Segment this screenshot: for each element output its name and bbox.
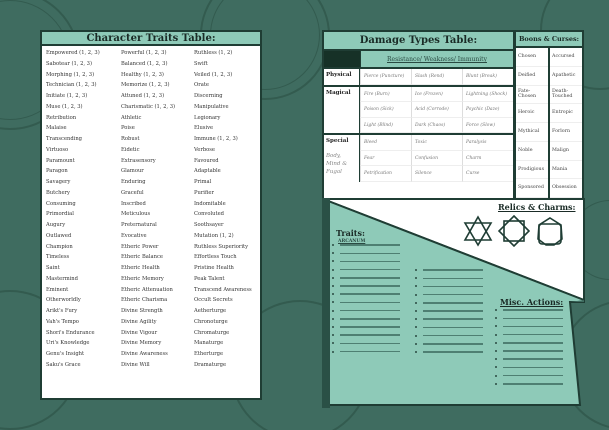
trait-cell: Divine Awareness: [121, 351, 168, 357]
trait-cell: Divine Vigour: [121, 329, 158, 336]
bullet-icon: [415, 335, 417, 337]
line-rule: [340, 318, 400, 320]
line-rule: [423, 318, 483, 320]
trait-cell: Etheric Health: [121, 265, 160, 271]
curse-item: Forlorn: [550, 123, 582, 142]
bullet-icon: [495, 325, 497, 327]
trait-cell: Preternatural: [121, 222, 157, 228]
write-in-line[interactable]: [332, 274, 400, 282]
bullet-icon: [332, 301, 334, 303]
boon-item: Chosen: [516, 48, 548, 67]
damage-row-magical: [324, 87, 513, 136]
bullet-icon: [415, 310, 417, 312]
damage-type-cell: Pierce (Puncture): [360, 69, 411, 85]
boon-item: Deified: [516, 67, 548, 86]
trait-cell: Uri's Knowledge: [46, 340, 90, 347]
write-in-line[interactable]: [415, 266, 483, 274]
write-in-line[interactable]: [332, 323, 400, 331]
write-in-line[interactable]: [415, 299, 483, 307]
trait-cell: Pristine Health: [194, 265, 234, 271]
trait-cell: Memorize (1, 2, 3): [121, 82, 170, 89]
boon-item: Noble: [516, 142, 548, 161]
bullet-icon: [332, 244, 334, 246]
line-rule: [340, 326, 400, 328]
line-rule: [423, 335, 483, 337]
damage-types-table: [322, 30, 515, 200]
trait-cell: Dramaturge: [194, 361, 227, 368]
traits-lines-column-1: [332, 241, 400, 356]
trait-cell: Enduring: [121, 179, 146, 185]
corner-cell: [324, 51, 360, 67]
line-rule: [340, 285, 400, 287]
trait-cell: Primal: [194, 179, 212, 185]
bullet-icon: [332, 351, 334, 353]
bullet-icon: [332, 310, 334, 312]
bullet-icon: [415, 294, 417, 296]
trait-cell: Occult Secrets: [194, 297, 233, 304]
line-rule: [503, 358, 563, 360]
bullet-icon: [332, 252, 334, 254]
write-in-line[interactable]: [415, 348, 483, 356]
trait-cell: Aetherturge: [194, 308, 227, 314]
curse-item: Mania: [550, 161, 582, 180]
trait-cell: Etheric Memory: [121, 275, 164, 282]
bullet-icon: [495, 309, 497, 311]
trait-cell: Etheric Power: [121, 243, 159, 250]
boons-curses-title: Boons & Curses:: [516, 32, 582, 48]
bullet-icon: [415, 269, 417, 271]
boon-item: Heroic: [516, 104, 548, 123]
damage-row-physical: [324, 69, 513, 87]
trait-cell: Effortless Touch: [194, 254, 237, 261]
trait-cell: Malaise: [46, 125, 67, 132]
traits-table-title: Character Traits Table:: [42, 32, 260, 46]
trait-cell: Manipulative: [194, 103, 229, 110]
damage-subheading: Resistance/ Weakness/ Immunity: [360, 51, 513, 67]
write-in-line[interactable]: [332, 282, 400, 290]
damage-category-sub: Body, Mind & Fugal: [326, 153, 348, 175]
trait-cell: Paragon: [46, 168, 68, 175]
trait-cell: Graceful: [121, 189, 144, 196]
trait-cell: Arikt's Fury: [46, 308, 78, 314]
damage-type-cell: Fire (Burn): [360, 87, 411, 103]
boons-column: [516, 48, 548, 198]
bullet-icon: [495, 358, 497, 360]
write-in-line[interactable]: [332, 307, 400, 315]
write-in-line[interactable]: [415, 332, 483, 340]
bullet-icon: [415, 318, 417, 320]
bullet-icon: [495, 342, 497, 344]
line-rule: [423, 294, 483, 296]
bullet-icon: [415, 302, 417, 304]
trait-cell: Divine Strength: [121, 308, 163, 314]
trait-cell: Virtuoso: [46, 146, 69, 153]
trait-cell: Glamour: [121, 168, 144, 175]
write-in-line[interactable]: [332, 298, 400, 306]
damage-rows: [324, 69, 513, 182]
write-in-line[interactable]: [332, 257, 400, 265]
character-traits-table: [40, 30, 262, 400]
write-in-line[interactable]: [495, 322, 563, 330]
write-in-line[interactable]: [415, 307, 483, 315]
damage-type-cell: Slash (Rend): [411, 69, 462, 85]
bullet-icon: [495, 334, 497, 336]
bullet-icon: [332, 293, 334, 295]
line-rule: [503, 367, 563, 369]
write-in-line[interactable]: [495, 306, 563, 314]
trait-cell: Verbose: [194, 146, 215, 153]
write-in-line[interactable]: [415, 340, 483, 348]
line-rule: [340, 277, 400, 279]
bullet-icon: [332, 326, 334, 328]
trait-cell: Paramount: [46, 157, 75, 164]
traits-heading: Traits:: [336, 228, 365, 238]
damage-type-cell: Curse: [462, 166, 513, 182]
trait-cell: Empowered (1, 2, 3): [46, 50, 100, 56]
bullet-icon: [332, 277, 334, 279]
damage-category-label: Magical: [326, 89, 351, 96]
trait-cell: Technician (1, 2, 3): [46, 82, 97, 89]
write-in-line[interactable]: [415, 282, 483, 290]
line-rule: [503, 375, 563, 377]
bullet-icon: [415, 326, 417, 328]
bullet-icon: [332, 260, 334, 262]
trait-cell: Attuned (1, 2, 3): [121, 93, 165, 99]
trait-cell: Convoluted: [194, 211, 224, 218]
write-in-line[interactable]: [332, 241, 400, 249]
boons-curses-table: [514, 30, 584, 200]
trait-cell: Extrasensory: [121, 157, 156, 164]
trait-cell: Purifier: [194, 189, 214, 196]
write-in-line[interactable]: [332, 290, 400, 298]
line-rule: [423, 286, 483, 288]
line-rule: [340, 269, 400, 271]
bullet-icon: [495, 317, 497, 319]
line-rule: [340, 244, 400, 246]
trait-cell: Mastermind: [46, 275, 78, 282]
trait-cell: Outlawed: [46, 232, 72, 239]
trait-cell: Healthy (1, 2, 3): [121, 71, 164, 78]
damage-type-cell: Poison (Sick): [360, 102, 411, 118]
bullet-icon: [332, 285, 334, 287]
trait-cell: Timeless: [46, 254, 70, 261]
bullet-icon: [332, 269, 334, 271]
trait-cell: Consuming: [46, 200, 76, 207]
bullet-icon: [415, 351, 417, 353]
trait-cell: Vah's Tempo: [46, 318, 79, 325]
trait-cell: Legionary: [194, 114, 221, 121]
bullet-icon: [415, 343, 417, 345]
trait-cell: Manaturge: [194, 340, 224, 347]
trait-cell: Transcend Awareness: [194, 286, 252, 293]
line-rule: [340, 261, 400, 263]
damage-category: [324, 87, 360, 134]
line-rule: [423, 278, 483, 280]
bullet-icon: [415, 285, 417, 287]
write-in-line[interactable]: [332, 339, 400, 347]
damage-type-cell: Blunt (Break): [462, 69, 513, 85]
trait-cell: Butchery: [46, 189, 70, 196]
write-in-line[interactable]: [495, 331, 563, 339]
damage-category-label: Special: [326, 138, 349, 144]
boon-item: Fate-Chosen: [516, 86, 548, 105]
curse-item: Apathetic: [550, 67, 582, 86]
damage-type-cell: Dark (Chaos): [411, 118, 462, 134]
trait-cell: Balanced (1, 2, 3): [121, 60, 168, 67]
line-rule: [503, 318, 563, 320]
trait-cell: Saku's Grace: [46, 361, 81, 368]
write-in-line[interactable]: [495, 363, 563, 371]
trait-cell: Champion: [46, 243, 73, 250]
trait-cell: Augury: [46, 222, 66, 228]
line-rule: [423, 351, 483, 353]
hexagram-icon[interactable]: [462, 215, 494, 247]
trait-cell: Eidetic: [121, 146, 140, 153]
traits-grid: [42, 46, 260, 371]
trait-cell: Muse (1, 2, 3): [46, 103, 83, 110]
damage-row-special: [324, 135, 513, 182]
write-in-line[interactable]: [495, 339, 563, 347]
trait-cell: Charismatic (1, 2, 3): [121, 103, 176, 110]
trait-cell: Sabotear (1, 2, 3): [46, 60, 93, 67]
damage-type-cell: Paralysis: [462, 135, 513, 151]
bullet-icon: [495, 383, 497, 385]
line-rule: [503, 350, 563, 352]
line-rule: [503, 309, 563, 311]
write-in-line[interactable]: [495, 355, 563, 363]
damage-table-title: Damage Types Table:: [324, 32, 513, 51]
damage-type-cell: Bleed: [360, 135, 411, 151]
trait-cell: Ruthless (1, 2): [194, 50, 233, 56]
damage-type-cell: Silence: [411, 166, 462, 182]
damage-subheading-row: [324, 51, 513, 69]
trait-cell: Powerful (1, 2, 3): [121, 50, 167, 56]
trait-cell: Robust: [121, 136, 140, 142]
trait-cell: Etheric Attenuation: [121, 286, 173, 293]
boon-item: Sponsored: [516, 179, 548, 198]
line-rule: [503, 334, 563, 336]
trait-cell: Orate: [194, 82, 209, 89]
curse-item: Death-Touched: [550, 86, 582, 105]
trait-cell: Chromaturge: [194, 329, 230, 336]
trait-cell: Elusive: [194, 125, 214, 132]
boon-item: Prodigious: [516, 161, 548, 180]
trait-cell: Discerning: [194, 93, 223, 99]
trait-cell: Veiled (1, 2, 3): [194, 71, 233, 78]
trait-cell: Chronoturge: [194, 318, 228, 325]
line-rule: [423, 269, 483, 271]
misc-actions-heading: Misc. Actions:: [500, 297, 564, 307]
line-rule: [503, 326, 563, 328]
character-sheet-panel: [322, 198, 585, 408]
trait-cell: Inscribed: [121, 200, 146, 207]
trait-cell: Favoured: [194, 157, 219, 164]
line-rule: [503, 342, 563, 344]
bullet-icon: [332, 334, 334, 336]
trait-cell: Divine Agility: [121, 318, 157, 325]
trait-cell: Etheric Charisma: [121, 297, 168, 304]
line-rule: [423, 343, 483, 345]
bullet-icon: [415, 277, 417, 279]
damage-type-cell: Ice (Frozen): [411, 87, 462, 103]
trait-cell: Etheric Balance: [121, 254, 163, 261]
write-in-line[interactable]: [332, 249, 400, 257]
trait-cell: Meticulous: [121, 211, 151, 218]
damage-type-cell: Petrification: [360, 166, 411, 182]
write-in-line[interactable]: [332, 266, 400, 274]
trait-cell: Mutation (1, 2): [194, 232, 234, 239]
trait-cell: Adaptable: [194, 168, 221, 175]
trait-cell: Indomitable: [194, 200, 226, 207]
trait-cell: Shori's Endurance: [46, 329, 95, 336]
line-rule: [340, 310, 400, 312]
trait-cell: Poise: [121, 125, 135, 132]
trait-cell: Athletic: [121, 114, 142, 121]
curse-item: Malign: [550, 142, 582, 161]
trait-cell: Eminent: [46, 286, 69, 293]
write-in-line[interactable]: [495, 314, 563, 322]
relics-heading: Relics & Charms:: [498, 202, 576, 212]
line-rule: [423, 302, 483, 304]
damage-category-label: Physical: [326, 72, 352, 78]
trait-cell: Transcending: [46, 136, 82, 142]
write-in-line[interactable]: [495, 380, 563, 388]
trait-cell: Saint: [46, 265, 60, 271]
line-rule: [340, 351, 400, 353]
damage-type-cell: Psychic (Daze): [462, 102, 513, 118]
bullet-icon: [495, 350, 497, 352]
write-in-line[interactable]: [332, 315, 400, 323]
trait-cell: Etherturge: [194, 351, 224, 357]
trait-cell: Savagery: [46, 179, 71, 185]
curses-column: [548, 48, 582, 198]
write-in-line[interactable]: [495, 347, 563, 355]
write-in-line[interactable]: [332, 331, 400, 339]
trait-cell: Morphing (1, 2, 3): [46, 71, 95, 78]
line-rule: [503, 383, 563, 385]
damage-type-cell: Fear: [360, 151, 411, 167]
bullet-icon: [495, 375, 497, 377]
trait-cell: Primordial: [46, 211, 74, 218]
line-rule: [423, 310, 483, 312]
curse-item: Accursed: [550, 48, 582, 67]
bullet-icon: [332, 318, 334, 320]
trait-cell: Evocative: [121, 232, 147, 239]
damage-type-cell: Toxic: [411, 135, 462, 151]
trait-cell: Genu's Insight: [46, 351, 85, 357]
write-in-line[interactable]: [415, 291, 483, 299]
trait-cell: Swift: [194, 60, 208, 67]
line-rule: [423, 327, 483, 329]
trait-cell: Immune (1, 2, 3): [194, 136, 238, 142]
trait-cell: Otherworldly: [46, 297, 81, 304]
write-in-line[interactable]: [332, 347, 400, 355]
damage-type-cell: Light (Blind): [360, 118, 411, 134]
trait-cell: Peak Talent: [194, 275, 225, 282]
octagram-icon[interactable]: [498, 215, 530, 247]
boon-item: Mythical: [516, 123, 548, 142]
heptagram-icon[interactable]: [534, 215, 566, 247]
damage-type-cell: Acid (Corrode): [411, 102, 462, 118]
write-in-line[interactable]: [415, 315, 483, 323]
trait-cell: Ruthless Superiority: [194, 243, 249, 250]
relic-icons: [462, 215, 566, 247]
trait-cell: Retribution: [46, 114, 77, 121]
line-rule: [340, 334, 400, 336]
damage-category: [324, 69, 360, 85]
write-in-line[interactable]: [415, 274, 483, 282]
trait-cell: Divine Memory: [121, 340, 162, 347]
trait-cell: Soothsayer: [194, 222, 224, 228]
curse-item: Entropic: [550, 104, 582, 123]
trait-cell: Divine Will: [121, 361, 150, 368]
line-rule: [340, 293, 400, 295]
trait-cell: Initiate (1, 2, 3): [46, 93, 88, 99]
damage-type-cell: Lightning (Shock): [462, 87, 513, 103]
curse-item: Obsession: [550, 179, 582, 198]
line-rule: [340, 302, 400, 304]
damage-type-cell: Force (Slow): [462, 118, 513, 134]
line-rule: [340, 343, 400, 345]
damage-type-cell: Charm: [462, 151, 513, 167]
line-rule: [340, 253, 400, 255]
bullet-icon: [495, 366, 497, 368]
write-in-line[interactable]: [415, 323, 483, 331]
damage-type-cell: Confusion: [411, 151, 462, 167]
arcanum-label: ARCANUM: [338, 239, 366, 244]
bullet-icon: [332, 342, 334, 344]
write-in-line[interactable]: [495, 372, 563, 380]
traits-lines-column-2: [415, 266, 483, 356]
misc-actions-lines: [495, 306, 563, 388]
damage-category: [324, 135, 360, 182]
